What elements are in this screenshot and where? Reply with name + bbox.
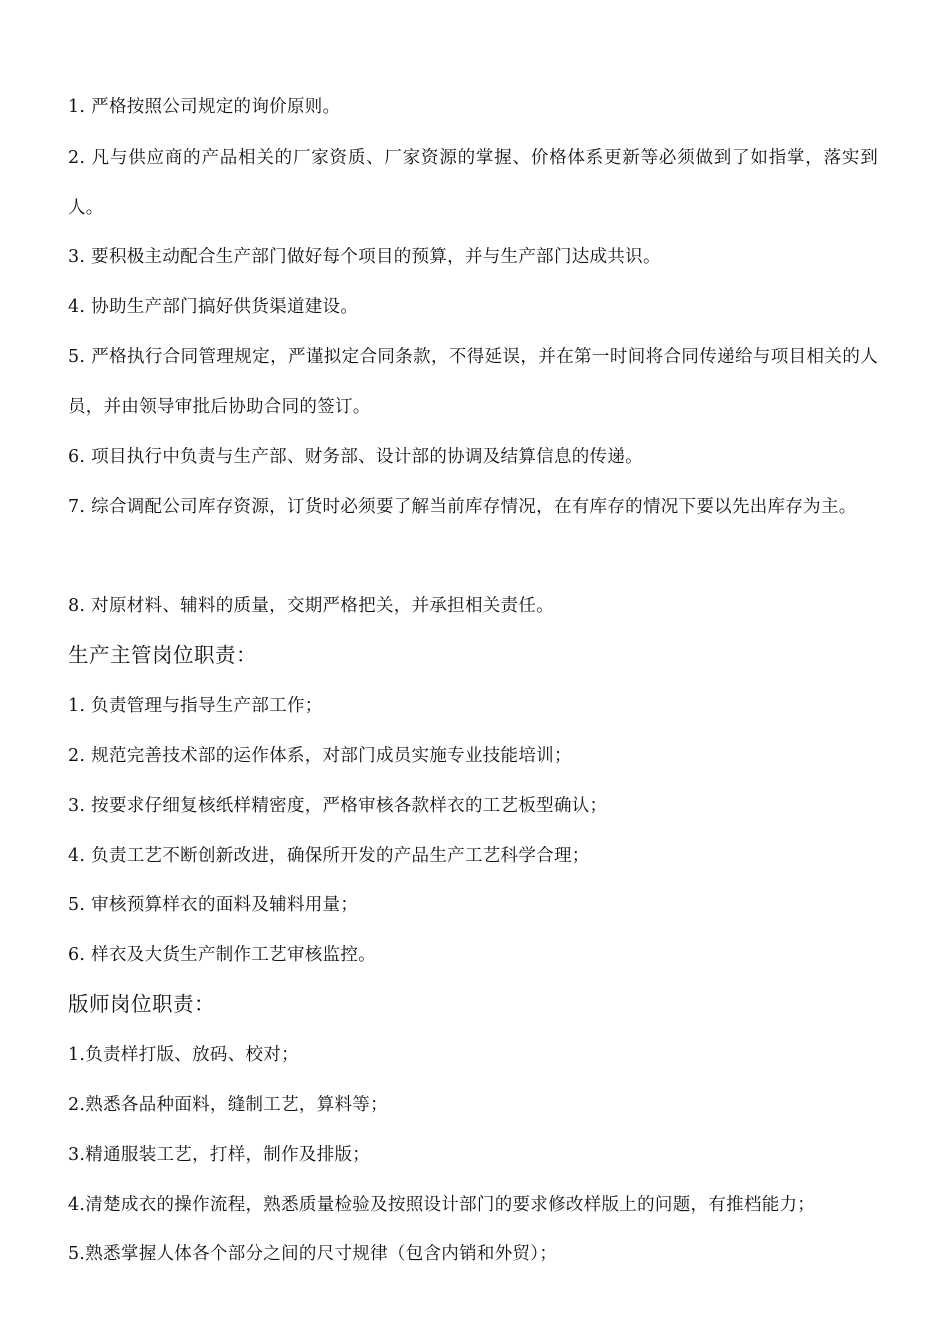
list-item: 7. 综合调配公司库存资源，订货时必须要了解当前库存情况，在有库存的情况下要以先出库存为主。 [68, 497, 857, 517]
list-item: 5.熟悉掌握人体各个部分之间的尺寸规律（包含内销和外贸）； [68, 1244, 558, 1264]
list-item: 6. 项目执行中负责与生产部、财务部、设计部的协调及结算信息的传递。 [68, 447, 643, 467]
list-item: 2. 规范完善技术部的运作体系，对部门成员实施专业技能培训； [68, 746, 572, 766]
section-heading-production-supervisor: 生产主管岗位职责： [68, 643, 257, 667]
section-heading-pattern-maker: 版师岗位职责： [68, 992, 215, 1016]
list-item: 5. 审核预算样衣的面料及辅料用量； [68, 895, 359, 915]
list-item: 2. 凡与供应商的产品相关的厂家资质、厂家资源的掌握、价格体系更新等必须做到了如指掌，落实到人。 [68, 148, 878, 218]
list-item: 5. 严格执行合同管理规定，严谨拟定合同条款，不得延误，并在第一时间将合同传递给与项目相关的人员，并由领导审批后协助合同的签订。 [68, 347, 878, 417]
list-item: 3. 要积极主动配合生产部门做好每个项目的预算，并与生产部门达成共识。 [68, 247, 661, 267]
list-item: 8. 对原材料、辅料的质量，交期严格把关，并承担相关责任。 [68, 596, 554, 616]
list-item: 4.清楚成衣的操作流程，熟悉质量检验及按照设计部门的要求修改样版上的问题，有推档能力； [68, 1195, 816, 1215]
list-item: 1.负责样打版、放码、校对； [68, 1045, 299, 1065]
list-item: 2.熟悉各品种面料，缝制工艺，算料等； [68, 1095, 388, 1115]
list-item: 4. 负责工艺不断创新改进，确保所开发的产品生产工艺科学合理； [68, 846, 590, 866]
list-item: 1. 严格按照公司规定的询价原则。 [68, 97, 341, 117]
list-item: 1. 负责管理与指导生产部工作； [68, 696, 323, 716]
list-item: 3. 按要求仔细复核纸样精密度，严格审核各款样衣的工艺板型确认； [68, 796, 608, 816]
list-item: 6. 样衣及大货生产制作工艺审核监控。 [68, 945, 376, 965]
list-item: 4. 协助生产部门搞好供货渠道建设。 [68, 297, 359, 317]
list-item: 3.精通服装工艺，打样，制作及排版； [68, 1145, 371, 1165]
